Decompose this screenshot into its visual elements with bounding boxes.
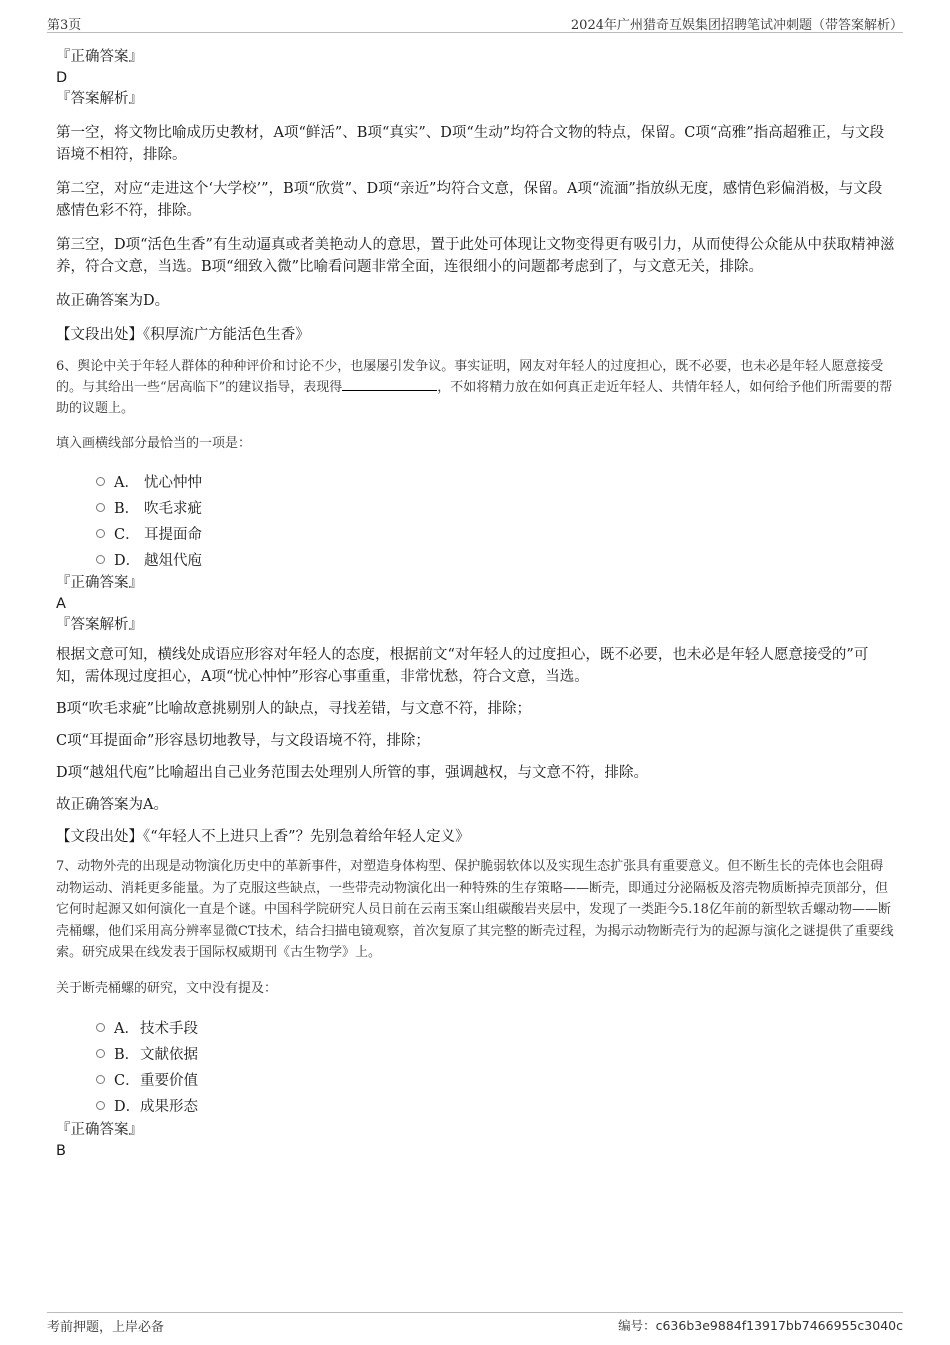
q6-option-b[interactable]: B． 吹毛求疵 (96, 494, 896, 520)
radio-icon[interactable] (96, 529, 105, 538)
q6-analysis-4: D项“越俎代庖”比喻超出自己业务范围去处理别人所管的事，强调越权，与文意不符，排除。 (56, 765, 648, 781)
q6-analysis-1: 根据文意可知，横线处成语应形容对年轻人的态度，根据前文“对年轻人的过度担心，既不必要，也未必是年轻人愿意接受的”可知，需体现过度担心，A项“忧心忡忡”形容心事重重，非常忧愁，符合文意，当选。 (56, 647, 869, 685)
q6-analysis-3: C项“耳提面命”形容恳切地教导，与文段语境不符，排除； (56, 733, 430, 749)
q6-option-a[interactable]: A． 忧心忡忡 (96, 468, 896, 494)
radio-icon[interactable] (96, 1023, 105, 1032)
radio-icon[interactable] (96, 477, 105, 486)
q7-prompt: 关于断壳桶螺的研究，文中没有提及： (56, 980, 278, 996)
radio-icon[interactable] (96, 503, 105, 512)
q7-option-b[interactable]: B． 文献依据 (96, 1041, 896, 1067)
analysis-label: 『答案解析』 (56, 91, 143, 107)
page-header (47, 14, 903, 33)
q7-answer: B (56, 1142, 66, 1159)
radio-icon[interactable] (96, 1075, 105, 1084)
q6-option-d[interactable]: D． 越俎代庖 (96, 546, 896, 572)
q5-source: 【文段出处】《积厚流广方能活色生香》 (56, 327, 310, 343)
answer-label: 『正确答案』 (56, 49, 143, 65)
q6-stem: 6、舆论中关于年轻人群体的种种评价和讨论不少，也屡屡引发争议。事实证明，网友对年轻人的过度担心，既不必要，也未必是年轻人愿意接受的。与其给出一些“居高临下”的建议指导，表现得 ，不如将精力放在如何真正走近年轻人、共情年轻人，如何给予他们所需要的帮助的议题上。 (56, 359, 893, 416)
q7-option-c[interactable]: C． 重要价值 (96, 1067, 896, 1093)
document-body (56, 46, 896, 1161)
analysis-label: 『答案解析』 (56, 617, 143, 633)
radio-icon[interactable] (96, 1101, 105, 1110)
answer-blank (342, 378, 437, 391)
q5-answer: D (56, 70, 68, 86)
document-code: 编号：c636b3e9884f13917bb7466955c3040c (618, 1318, 903, 1333)
q5-analysis-4: 故正确答案为D。 (56, 293, 170, 309)
footer-slogan: 考前押题，上岸必备 (47, 1320, 165, 1335)
q6-analysis-5: 故正确答案为A。 (56, 797, 168, 813)
q6-source: 【文段出处】《“年轻人不上进只上香”？先别急着给年轻人定义》 (56, 829, 470, 845)
answer-label: 『正确答案』 (56, 1121, 143, 1138)
document-title: 2024年广州猎奇互娱集团招聘笔试冲刺题（带答案解析） (570, 18, 903, 33)
q6-option-c[interactable]: C． 耳提面命 (96, 520, 896, 546)
q7-option-d[interactable]: D． 成果形态 (96, 1093, 896, 1119)
q7-option-a[interactable]: A． 技术手段 (96, 1015, 896, 1041)
q6-answer: A (56, 596, 66, 612)
page-footer (47, 1312, 903, 1336)
q6-prompt: 填入画横线部分最恰当的一项是： (56, 436, 252, 451)
q6-analysis-2: B项“吹毛求疵”比喻故意挑剔别人的缺点，寻找差错，与文意不符，排除； (56, 701, 531, 717)
q5-analysis-2: 第二空，对应“走进这个‘大学校’”，B项“欣赏”、D项“亲近”均符合文意，保留。A项“流湎”指放纵无度，感情色彩偏消极，与文段感情色彩不符，排除。 (56, 181, 883, 219)
page-number: 第3页 (47, 18, 82, 33)
radio-icon[interactable] (96, 1049, 105, 1058)
radio-icon[interactable] (96, 555, 105, 564)
answer-label: 『正确答案』 (56, 575, 143, 591)
q5-analysis-1: 第一空，将文物比喻成历史教材，A项“鲜活”、B项“真实”、D项“生动”均符合文物的特点，保留。C项“高雅”指高超雅正，与文段语境不相符，排除。 (56, 125, 885, 163)
q5-analysis-3: 第三空，D项“活色生香”有生动逼真或者美艳动人的意思，置于此处可体现让文物变得更有吸引力，从而使得公众能从中获取精神滋养，符合文意，当选。B项“细致入微”比喻看问题非常全面，连很细小的问题都考虑到了，与文意无关，排除。 (56, 237, 895, 275)
q7-stem: 7、动物外壳的出现是动物演化历史中的革新事件，对塑造身体构型、保护脆弱软体以及实现生态扩张具有重要意义。但不断生长的壳体也会阻碍动物运动、消耗更多能量。为了克服这些缺点，一些带壳动物演化出一种特殊的生存策略——断壳，即通过分泌隔板及溶壳物质断掉壳顶部分，但它何时起源又如何演化一直是个谜。中国科学院研究人员日前在云南玉案山组碳酸岩夹层中，发现了一类距今5.18亿年前的新型软舌螺动物——断壳桶螺，他们采用高分辨率显微CT技术，结合扫描电镜观察，首次复原了其完整的断壳过程，为揭示动物断壳行为的起源与演化之谜提供了重要线索。研究成果在线发表于国际权威期刊《古生物学》上。 (56, 859, 894, 960)
